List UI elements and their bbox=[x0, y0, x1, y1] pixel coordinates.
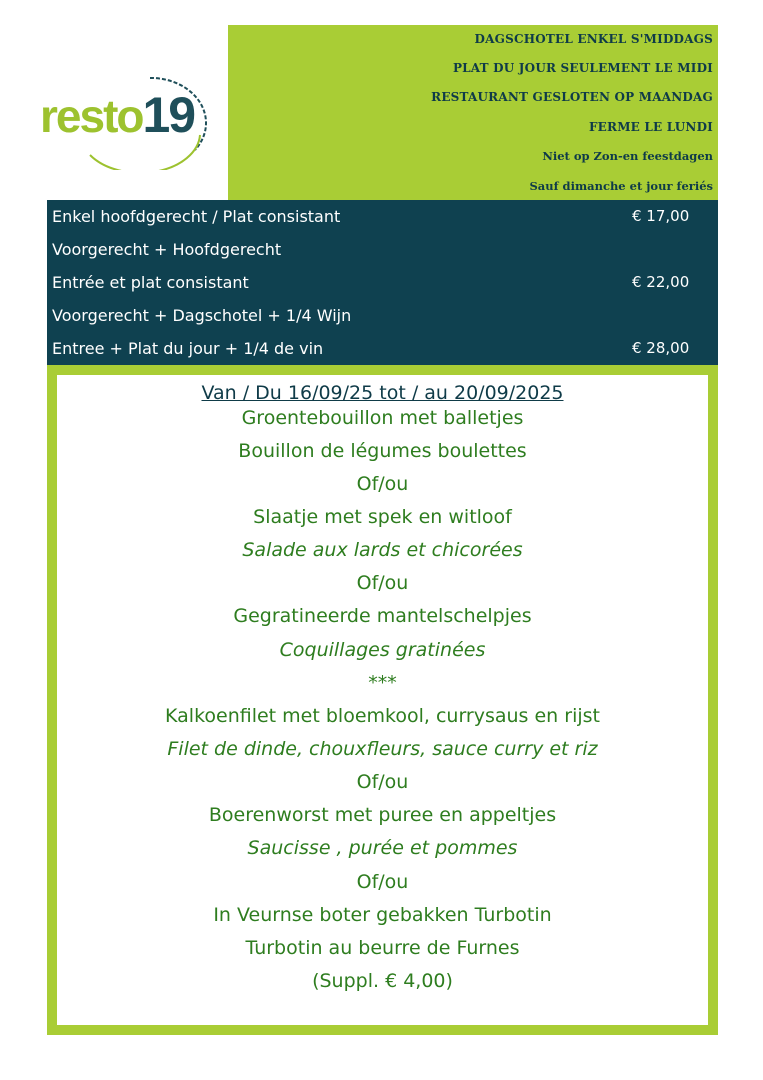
price-label: Entree + Plat du jour + 1/4 de vin bbox=[52, 339, 324, 358]
menu-supplement: (Suppl. € 4,00) bbox=[312, 970, 453, 992]
price-label: Entrée et plat consistant bbox=[52, 273, 249, 292]
info-line: RESTAURANT GESLOTEN OP MAANDAG bbox=[431, 90, 713, 104]
menu-line: Turbotin au beurre de Furnes bbox=[245, 937, 520, 959]
logo-word: resto bbox=[40, 90, 143, 142]
price-row bbox=[47, 233, 718, 266]
menu-line: Of/ou bbox=[356, 771, 409, 793]
price-row bbox=[47, 299, 718, 332]
logo-text bbox=[40, 87, 195, 143]
price-row bbox=[47, 266, 718, 299]
resto19-logo bbox=[30, 60, 220, 170]
menu-line: Slaatje met spek en witloof bbox=[253, 506, 512, 528]
info-line: Sauf dimanche et jour feriés bbox=[529, 179, 713, 193]
menu-line: Of/ou bbox=[356, 473, 409, 495]
menu-line: Gegratineerde mantelschelpjes bbox=[233, 605, 532, 627]
menu-line: Coquillages gratinées bbox=[279, 639, 486, 661]
menu-line: Groentebouillon met balletjes bbox=[241, 407, 524, 429]
info-box bbox=[228, 25, 718, 200]
logo-number: 19 bbox=[142, 87, 195, 143]
menu-frame bbox=[47, 365, 718, 1035]
price-label: Voorgerecht + Hoofdgerecht bbox=[52, 240, 282, 259]
price-label: Voorgerecht + Dagschotel + 1/4 Wijn bbox=[52, 306, 352, 325]
price-box bbox=[47, 200, 718, 365]
menu-line: In Veurnse boter gebakken Turbotin bbox=[213, 904, 552, 926]
info-line: DAGSCHOTEL ENKEL S'MIDDAGS bbox=[474, 32, 713, 46]
price-row bbox=[47, 200, 718, 233]
menu-line: Salade aux lards et chicorées bbox=[242, 539, 523, 561]
price-row bbox=[47, 332, 718, 365]
menu-line: Boerenworst met puree en appeltjes bbox=[208, 804, 557, 826]
info-line: FERME LE LUNDI bbox=[588, 120, 713, 134]
info-line: Niet op Zon-en feestdagen bbox=[542, 149, 713, 163]
menu-line: Kalkoenfilet met bloemkool, currysaus en rijst bbox=[165, 705, 600, 727]
price-amount: € 28,00 bbox=[632, 339, 690, 357]
menu-line: Bouillon de légumes boulettes bbox=[238, 440, 527, 462]
menu-date-header: Van / Du 16/09/25 tot / au 20/09/2025 bbox=[201, 382, 564, 404]
menu-line: Filet de dinde, chouxfleurs, sauce curry et riz bbox=[167, 738, 598, 760]
price-amount: € 17,00 bbox=[632, 207, 690, 225]
price-amount: € 22,00 bbox=[632, 273, 690, 291]
menu-separator: *** bbox=[368, 672, 397, 694]
menu-line: Of/ou bbox=[356, 572, 409, 594]
menu-line: Of/ou bbox=[356, 871, 409, 893]
menu-line: Saucisse , purée et pommes bbox=[247, 837, 518, 859]
info-line: PLAT DU JOUR SEULEMENT LE MIDI bbox=[452, 61, 713, 75]
price-label: Enkel hoofdgerecht / Plat consistant bbox=[52, 207, 341, 226]
